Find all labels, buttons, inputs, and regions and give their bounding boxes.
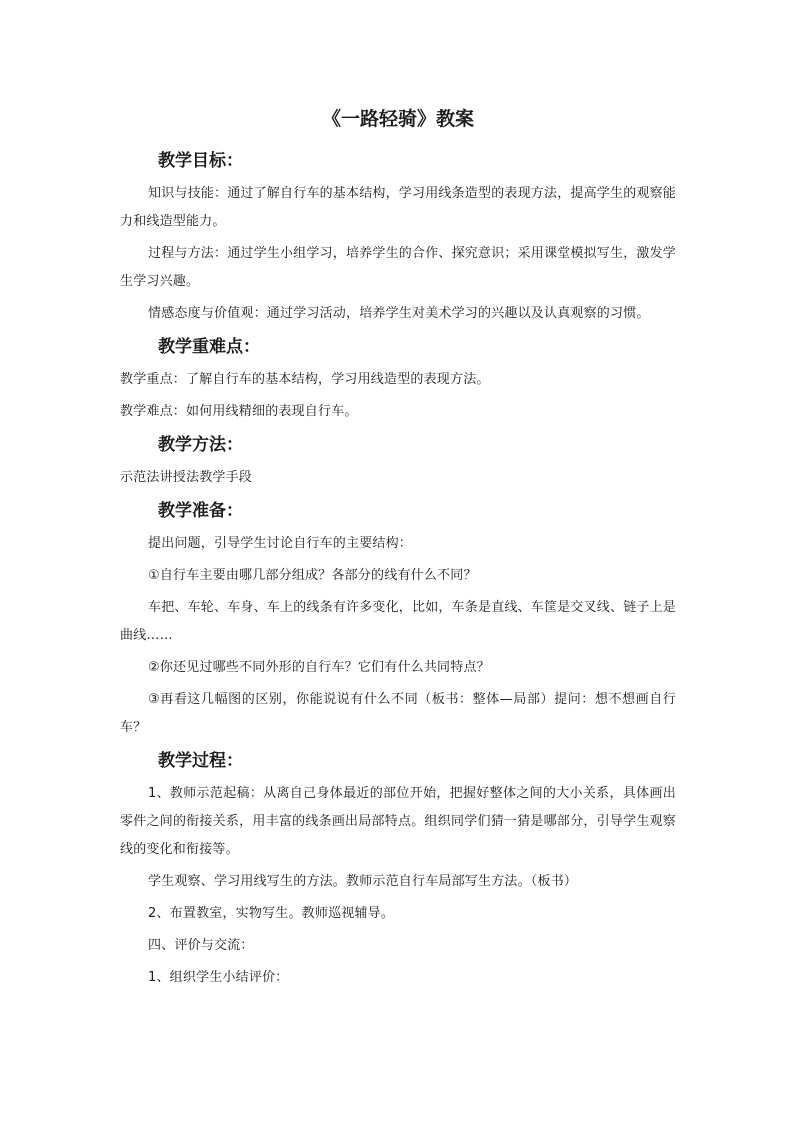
section-key-difficult-points [120,334,676,426]
paragraph: 1、教师示范起稿：从离自己身体最近的部位开始，把握好整体之间的大小关系，具体画出零件之间的衔接关系，用丰富的线条画出局部特点。组织同学们猜一猜是哪部分，引导学生观察线的变化和衔接等。 [120,786,676,857]
section-teaching-objectives [120,148,676,328]
paragraph: ②你还见过哪些不同外形的自行车？它们有什么共同特点？ [148,660,490,675]
paragraph: 示范法讲授法教学手段 [120,470,253,485]
paragraph: 车把、车轮、车身、车上的线条有许多变化，比如，车条是直线、车筐是交叉线、链子上是曲线…… [120,600,677,643]
paragraph: 学生观察、学习用线写生的方法。教师示范自行车局部写生方法。（板书） [148,874,578,889]
document-body [120,106,676,996]
section-teaching-preparation [120,498,676,742]
section-teaching-process [120,748,676,992]
paragraph: 四、评价与交流： [148,938,254,953]
paragraph: 情感态度与价值观：通过学习活动，培养学生对美术学习的兴趣以及认真观察的习惯。 [148,306,650,321]
paragraph: 知识与技能：通过了解自行车的基本结构，学习用线条造型的表现方法，提高学生的观察能力和线造型能力。 [120,186,677,229]
section-heading: 教学方法： [158,435,243,455]
section-heading: 教学准备： [158,501,243,521]
section-heading: 教学重难点： [158,337,260,357]
paragraph: 教学重点：了解自行车的基本结构，学习用线造型的表现方法。 [120,372,490,387]
section-heading: 教学过程： [158,751,243,771]
paragraph: 1、组织学生小结评价： [148,970,289,985]
paragraph: 过程与方法：通过学生小组学习，培养学生的合作、探究意识；采用课堂模拟写生，激发学生学习兴趣。 [120,246,677,289]
section-teaching-methods [120,432,676,492]
paragraph: 提出问题，引导学生讨论自行车的主要结构： [148,536,413,551]
section-heading: 教学目标： [158,151,243,171]
paragraph: 教学难点：如何用线精细的表现自行车。 [120,404,358,419]
paragraph: 2、布置教室，实物写生。教师巡视辅导。 [148,906,395,921]
document-title: 《一路轻骑》教案 [321,108,474,130]
paragraph: ③再看这几幅图的区别，你能说说有什么不同（板书：整体—局部）提问：想不想画自行车？ [120,692,676,735]
paragraph: ①自行车主要由哪几部分组成？各部分的线有什么不同？ [148,568,477,583]
